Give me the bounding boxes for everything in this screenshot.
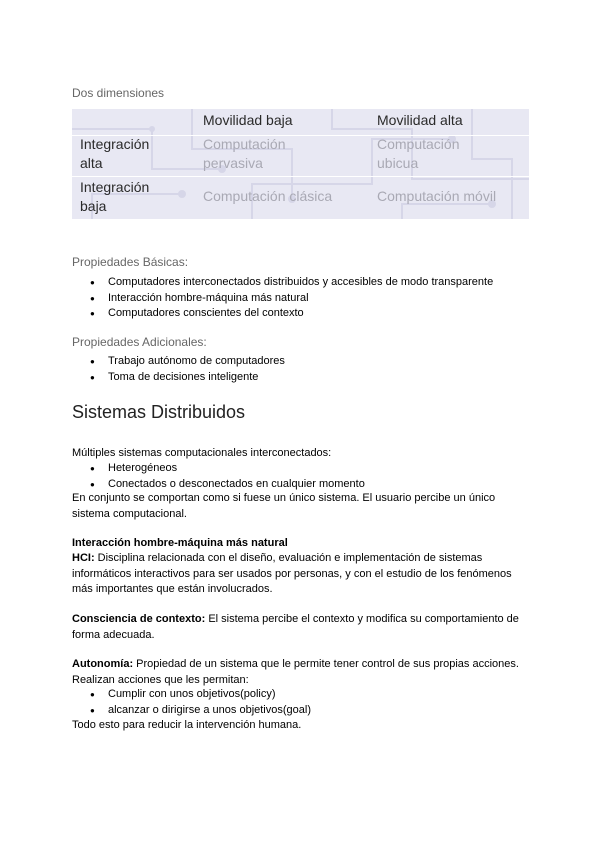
row-header-line: alta — [80, 155, 103, 171]
basic-properties-list — [90, 275, 493, 322]
hci-label: HCI: — [72, 552, 95, 564]
distributed-summary — [72, 491, 532, 522]
list-item: ● Toma de decisiones inteligente — [90, 370, 285, 386]
dimensions-title: Dos dimensiones — [72, 86, 165, 100]
col-header-movilidad-baja: Movilidad baja — [203, 112, 293, 128]
cell-line: Computación — [377, 136, 460, 152]
autonomy-label: Autonomía: — [72, 658, 134, 670]
row-header-line: Integración — [80, 136, 150, 152]
row-header-line: baja — [80, 198, 107, 214]
hci-heading: Interacción hombre-máquina más natural — [72, 537, 288, 549]
dimensions-table — [72, 109, 529, 219]
hci-paragraph — [72, 551, 532, 598]
text-span: Disciplina relacionada con el diseño, evaluación e implementación de sistemas — [94, 552, 483, 564]
text-line — [72, 657, 532, 673]
text-line: sistema computacional. — [72, 507, 187, 520]
text-line: forma adecuada. — [72, 628, 155, 641]
list-item: ● Conectados o desconectados en cualquier momento — [90, 477, 365, 493]
list-item: ● Trabajo autónomo de computadores — [90, 354, 285, 370]
cell-computacion-clasica: Computación clásica — [203, 188, 333, 204]
additional-properties-list — [90, 354, 285, 385]
section-heading: Sistemas Distribuidos — [72, 402, 246, 422]
text-line — [72, 551, 532, 567]
text-line — [72, 612, 532, 628]
text-line: Realizan acciones que les permitan: — [72, 673, 249, 686]
cell-computacion-ubicua — [377, 135, 460, 173]
list-item: ● alcanzar o dirigirse a unos objetivos(goal) — [90, 703, 311, 719]
cell-computacion-pervasiva — [203, 135, 286, 173]
autonomy-paragraph — [72, 657, 532, 688]
text-span: El sistema percibe el contexto y modifica su comportamiento de — [205, 613, 519, 625]
list-item: ● Computadores interconectados distribuidos y accesibles de modo transparente — [90, 275, 493, 291]
text-span: Propiedad de un sistema que le permite tener control de sus propias acciones. — [133, 658, 519, 670]
list-item: ● Cumplir con unos objetivos(policy) — [90, 687, 311, 703]
autonomy-closing: Todo esto para reducir la intervención humana. — [72, 719, 302, 731]
context-paragraph — [72, 612, 532, 643]
additional-properties-title: Propiedades Adicionales: — [72, 335, 207, 349]
distributed-intro: Múltiples sistemas computacionales interconectados: — [72, 447, 332, 459]
cell-line: pervasiva — [203, 155, 263, 171]
basic-properties-title: Propiedades Básicas: — [72, 255, 189, 269]
list-item: ● Heterogéneos — [90, 461, 365, 477]
cell-line: Computación — [203, 136, 286, 152]
distributed-list — [90, 461, 365, 492]
col-header-movilidad-alta: Movilidad alta — [377, 112, 463, 128]
cell-computacion-movil: Computación móvil — [377, 188, 497, 204]
autonomy-list — [90, 687, 311, 718]
row-header-integracion-alta — [80, 135, 149, 173]
cell-line: ubicua — [377, 155, 419, 171]
row-header-integracion-baja — [80, 178, 149, 216]
list-item: ● Computadores conscientes del contexto — [90, 306, 493, 322]
text-line: En conjunto se comportan como si fuese un único sistema. El usuario percibe un único — [72, 492, 496, 504]
row-header-line: Integración — [80, 179, 150, 195]
text-line: informáticos interactivos para ser usados por personas, y con el estudio de los fenómenos — [72, 567, 512, 580]
context-label: Consciencia de contexto: — [72, 613, 206, 625]
list-item: ● Interacción hombre-máquina más natural — [90, 291, 493, 307]
text-line: más importantes que están involucrados. — [72, 583, 273, 595]
table-divider — [72, 176, 529, 177]
